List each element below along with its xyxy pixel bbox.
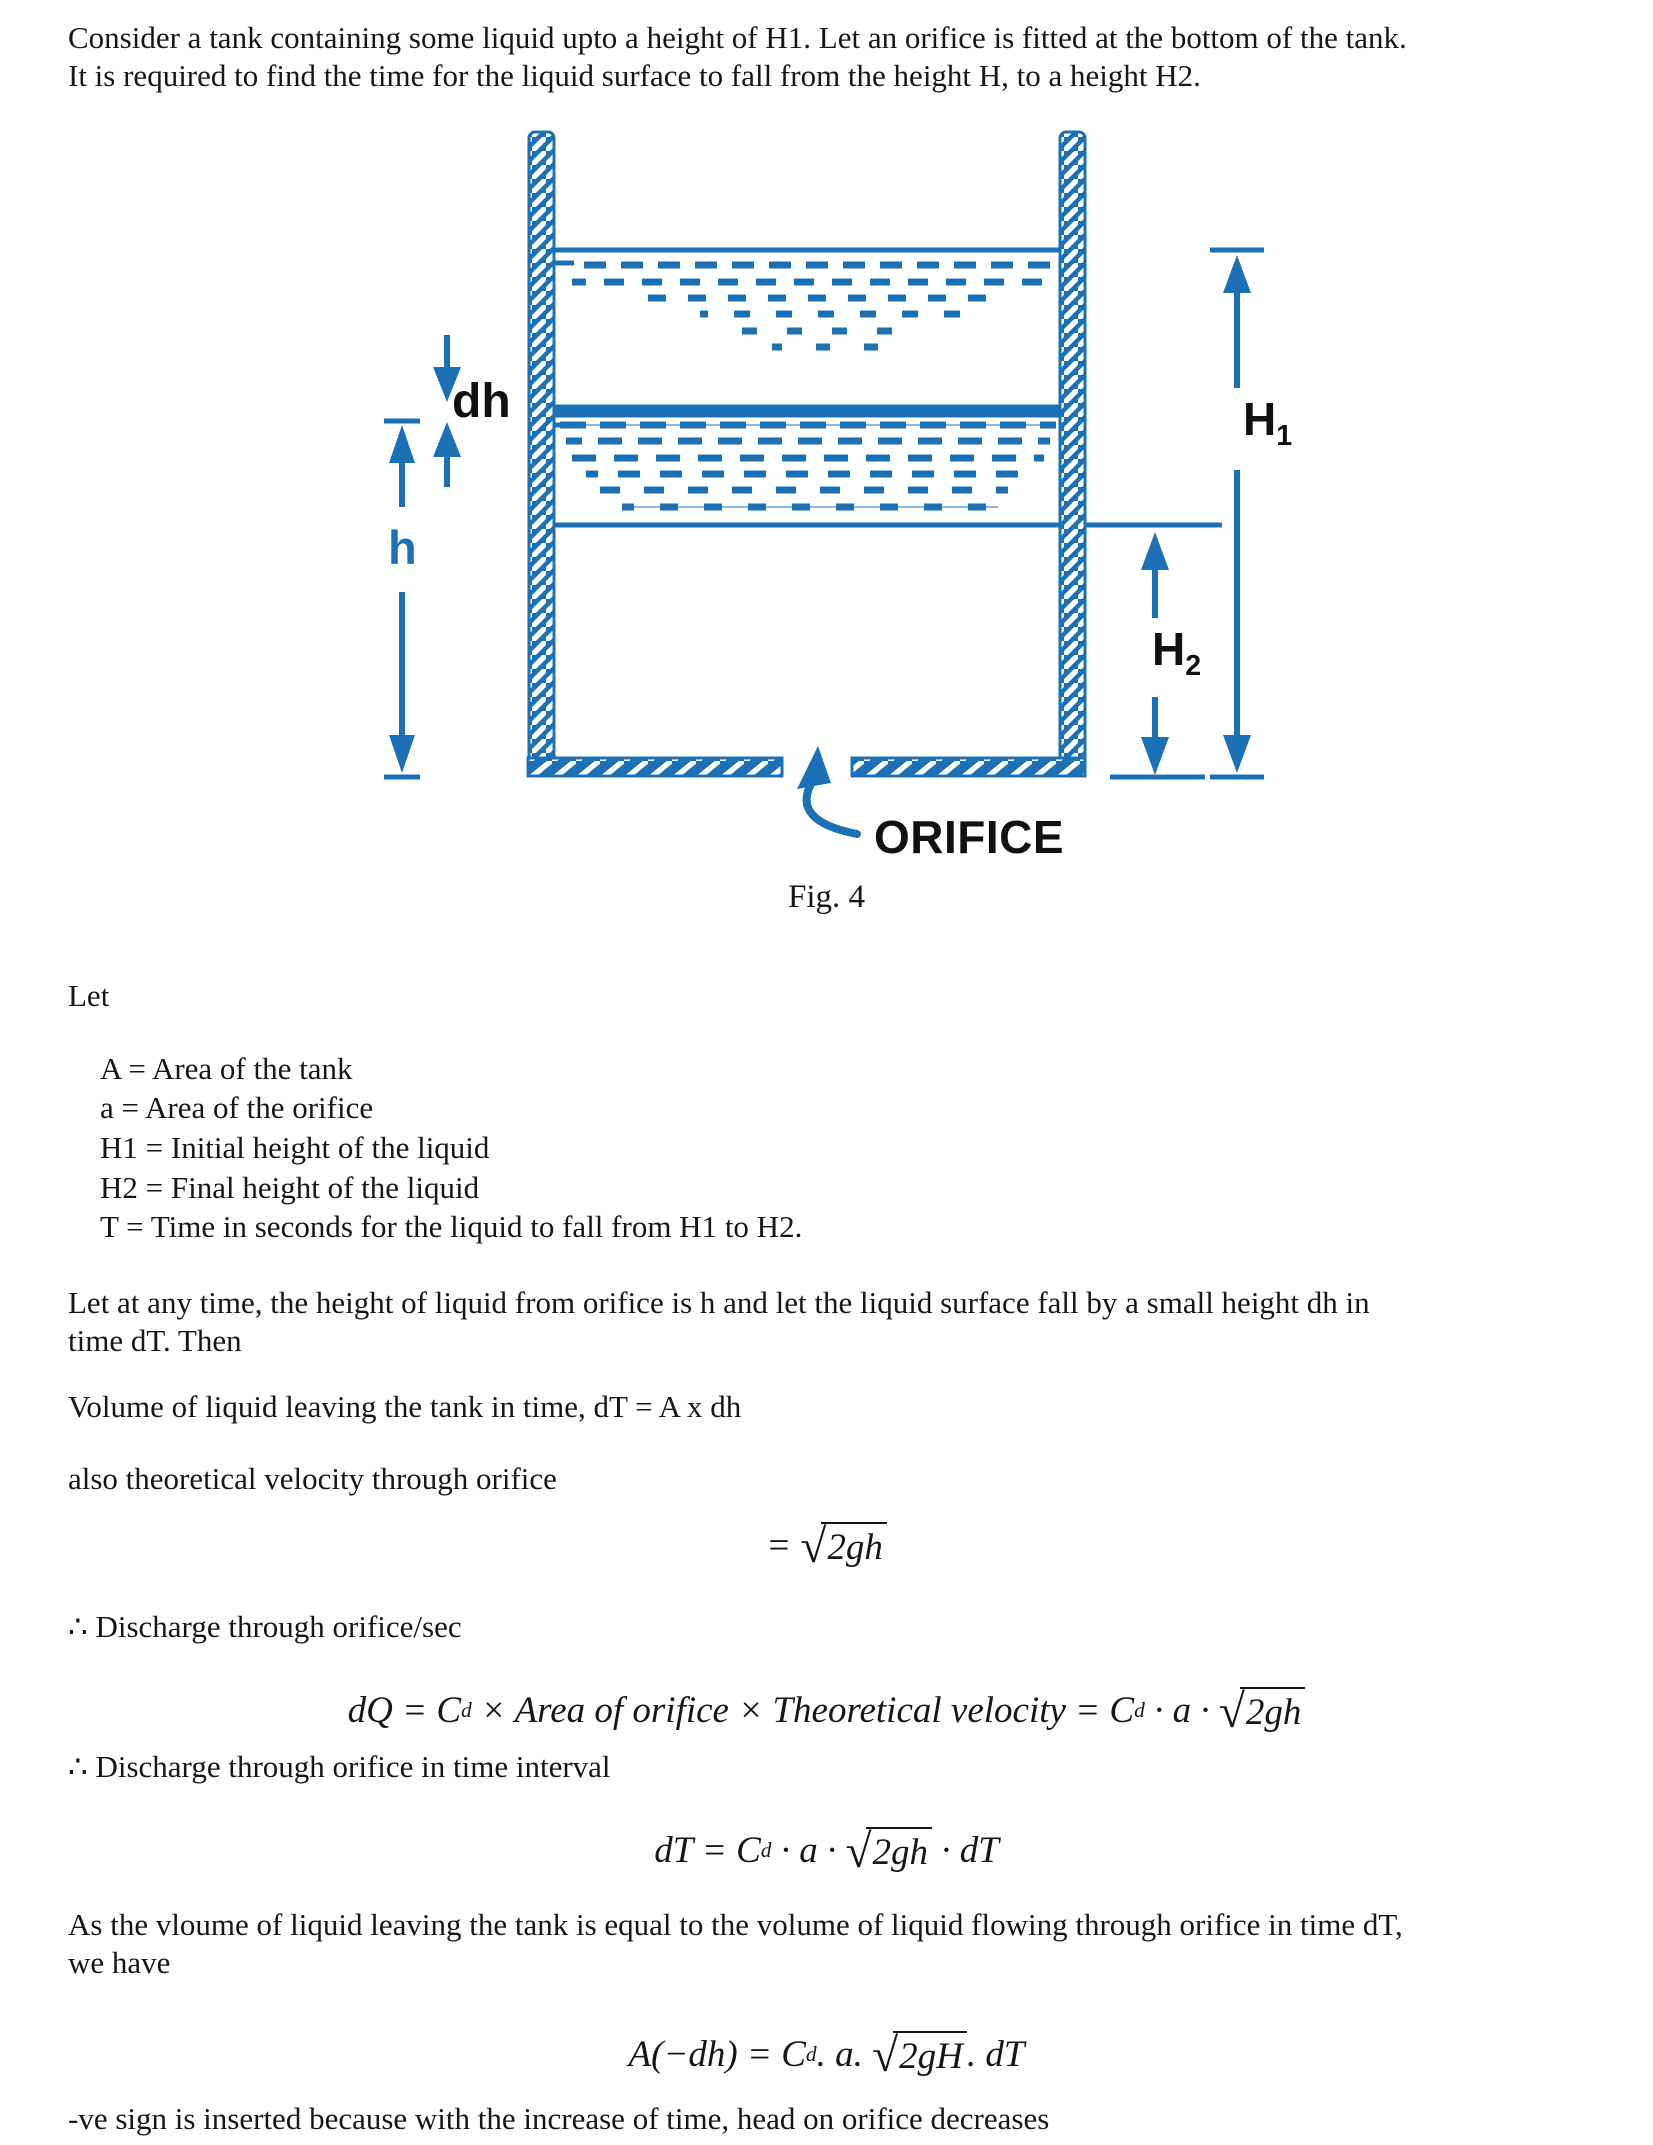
para-volume-equal-line1: As the vloume of liquid leaving the tank is equal to the volume of liquid flowing through orifice in time dT,	[68, 1907, 1403, 1942]
sqrt-sign: √	[800, 1521, 827, 1573]
formula4-part3: . dT	[966, 2033, 1025, 2075]
dh-label: dh	[452, 375, 511, 428]
intro-paragraph-line2: It is required to find the time for the liquid surface to fall from the height H, to a height H2.	[68, 58, 1201, 93]
definition-h2: H2 = Final height of the liquid	[100, 1170, 480, 1205]
tank-floor-left	[528, 758, 782, 776]
definition-area-orifice: a = Area of the orifice	[100, 1090, 374, 1125]
para-any-time-line2: time dT. Then	[68, 1323, 242, 1358]
formula1-equals: =	[766, 1524, 801, 1566]
discharge-interval-line: ∴ Discharge through orifice in time interval	[68, 1749, 611, 1784]
formula4-part2: . a.	[816, 2033, 873, 2075]
h1-label	[1243, 392, 1293, 453]
formula-discharge: dQ = C d × Area of orifice × Theoretical velocity = C d · a · √ 2gh	[0, 1664, 1653, 1756]
tank-orifice-diagram	[0, 95, 1653, 925]
minus-sign-note-line: -ve sign is inserted because with the increase of time, head on orifice decreases	[68, 2101, 1050, 2136]
definition-time: T = Time in seconds for the liquid to fall from H1 to H2.	[100, 1209, 803, 1244]
tank-left-wall	[529, 132, 554, 776]
formula-theoretical-velocity	[0, 1499, 1653, 1591]
formula-discharge-interval: dT = C d · a · √ 2gh · dT	[654, 1826, 999, 1878]
let-intro: Let	[68, 978, 110, 1013]
upper-water-dashes	[572, 265, 1052, 347]
formula3-part3: · dT	[931, 1829, 999, 1871]
lower-water-dashes	[560, 425, 1056, 507]
formula3-part2: · a ·	[771, 1829, 846, 1871]
h1-dimension-arrow	[1210, 250, 1264, 777]
orifice-label: ORIFICE	[874, 811, 1065, 863]
volume-line: Volume of liquid leaving the tank in time, dT = A x dh	[68, 1389, 742, 1424]
formula2-part2: × Area of orifice × Theoretical velocity = C	[471, 1689, 1135, 1731]
h2-label-main: H	[1152, 623, 1186, 675]
h2-label	[1152, 622, 1202, 683]
tank-floor-right	[852, 758, 1085, 776]
formula2-part3: · a ·	[1144, 1689, 1219, 1731]
formula1-radicand: 2gh	[821, 1522, 887, 1569]
sqrt-sign: √	[1218, 1686, 1245, 1738]
sqrt-sign: √	[872, 2030, 899, 2082]
orifice-pointer-arrow	[797, 746, 857, 834]
formula4-radicand: 2gH	[893, 2031, 967, 2078]
h-label: h	[388, 521, 417, 574]
formula3-radicand: 2gh	[866, 1827, 932, 1874]
h1-label-main: H	[1243, 393, 1277, 445]
velocity-line: also theoretical velocity through orifice	[68, 1461, 557, 1496]
para-volume-equal-line2: we have	[68, 1945, 171, 1980]
figure-caption: Fig. 4	[788, 879, 866, 915]
definition-area-tank: A = Area of the tank	[100, 1051, 353, 1086]
sqrt-sign: √	[845, 1826, 872, 1878]
tank-right-wall	[1060, 132, 1085, 776]
formula3-part1: dT = C	[654, 1829, 761, 1871]
definition-h1: H1 = Initial height of the liquid	[100, 1130, 490, 1165]
h1-label-sub: 1	[1276, 420, 1293, 453]
h-dimension-arrow	[384, 421, 420, 777]
formula2-part1: dQ = C	[347, 1689, 462, 1731]
h2-label-sub: 2	[1185, 650, 1202, 683]
discharge-sec-line: ∴ Discharge through orifice/sec	[68, 1609, 462, 1644]
formula2-radicand: 2gh	[1240, 1687, 1306, 1734]
formula-balance: A(−dh) = C d . a. √ 2gH . dT	[628, 2030, 1025, 2082]
formula4-part1: A(−dh) = C	[628, 2033, 806, 2075]
para-any-time-line1: Let at any time, the height of liquid from orifice is h and let the liquid surface fall by a small height dh in	[68, 1285, 1370, 1320]
intro-paragraph-line1: Consider a tank containing some liquid upto a height of H1. Let an orifice is fitted at the bottom of the tank.	[68, 20, 1407, 55]
